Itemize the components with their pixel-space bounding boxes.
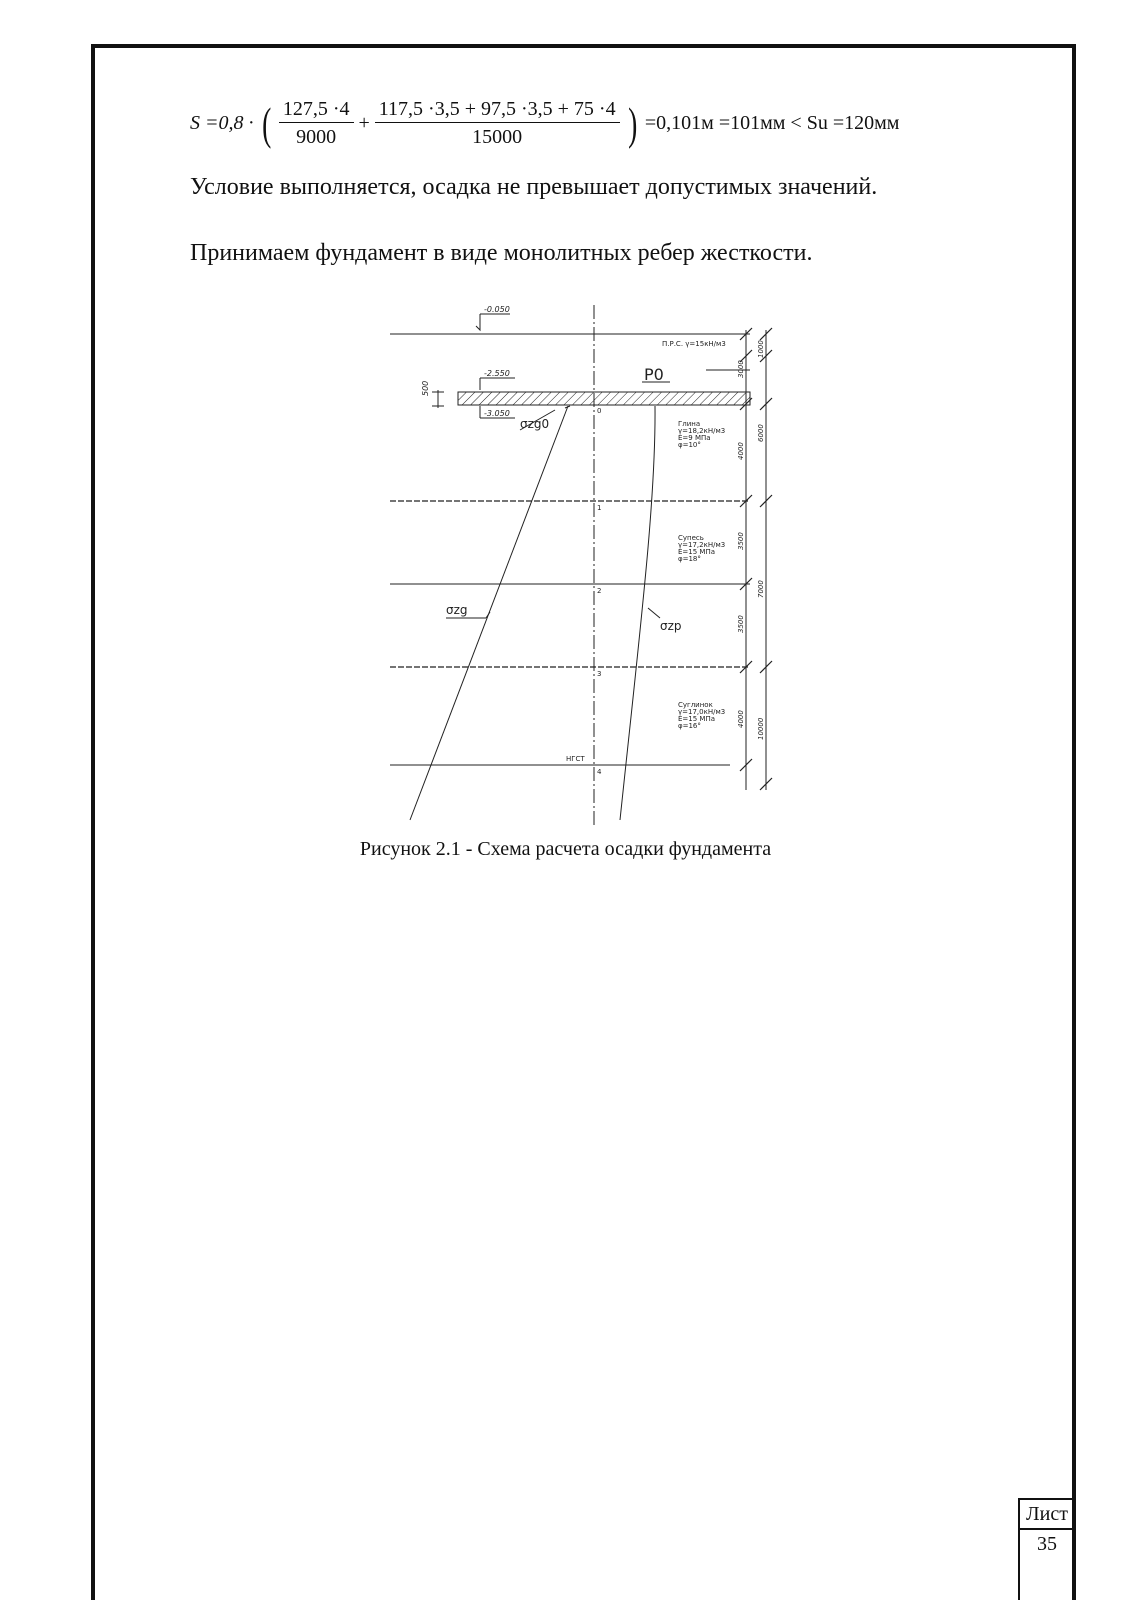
layer2-name: Супесь: [678, 534, 704, 542]
sigma-zp-label: σzp: [660, 619, 682, 633]
settlement-scheme-drawing: [380, 300, 780, 830]
frame-left-border: [91, 44, 95, 1600]
layer3-name: Суглинок: [678, 701, 713, 709]
fraction-2-denominator: 15000: [472, 126, 523, 148]
mark-found-top-label: -2.550: [484, 369, 510, 378]
frame-right-border: [1072, 44, 1076, 1600]
dim-outer-1: 1000: [757, 340, 765, 358]
sigma-zp-curve: [620, 406, 655, 820]
layer1-phi: φ=10°: [678, 441, 701, 449]
mark-found-bottom-label: -3.050: [484, 409, 510, 418]
condition-paragraph: Условие выполняется, осадка не превышает допустимых значений.: [190, 174, 878, 200]
dim-outer-3: 7000: [757, 580, 765, 598]
mark-top-arrow: [476, 314, 480, 330]
layer3-gamma: γ=17,0кН/м3: [678, 708, 726, 716]
point-2-label: 2: [597, 587, 602, 595]
fraction-2-numerator: 117,5 ·3,5 + 97,5 ·3,5 + 75 ·4: [375, 96, 620, 123]
layer1-e: E=9 МПа: [678, 434, 711, 442]
ngst-label: НГСТ: [566, 755, 585, 763]
point-4-label: 4: [597, 768, 602, 776]
frame-top-border: [91, 44, 1076, 48]
formula-close-paren: ): [627, 97, 637, 149]
foundation-slab: [458, 392, 750, 405]
dim-inner-3: 3500: [737, 532, 745, 550]
formula-fraction-2: [375, 96, 620, 151]
layer2-phi: φ=18°: [678, 555, 701, 563]
dim-inner-2: 4000: [737, 442, 745, 460]
dim-outer-4: 10000: [757, 717, 765, 740]
point-0-label: 0: [597, 407, 602, 415]
decision-paragraph: Принимаем фундамент в виде монолитных ребер жесткости.: [190, 240, 813, 266]
sheet-label: Лист: [1020, 1498, 1074, 1530]
formula-lhs: S =0,8 ·: [190, 112, 254, 134]
layer2-e: E=15 МПа: [678, 548, 716, 556]
formula-open-paren: (: [261, 97, 271, 149]
point-3-label: 3: [597, 670, 602, 678]
layer1-name: Глина: [678, 420, 701, 428]
settlement-formula: [190, 96, 899, 156]
formula-fraction-1: [279, 96, 354, 151]
formula-rhs: =0,101м =101мм < Su =120мм: [644, 112, 900, 134]
dim-inner-1: 3000: [737, 360, 745, 378]
point-1-label: 1: [597, 504, 602, 512]
layer3-e: E=15 МПа: [678, 715, 716, 723]
dim-inner-4: 3500: [737, 615, 745, 633]
sheet-number: 35: [1037, 1533, 1057, 1555]
dim-500-label: 500: [421, 380, 430, 396]
fraction-1-denominator: 9000: [296, 126, 337, 148]
layer3-phi: φ=16°: [678, 722, 701, 730]
sigma-zg0-label: σzg0: [520, 417, 550, 431]
dim-outer-2: 6000: [757, 424, 765, 442]
layer1-gamma: γ=18,2кН/м3: [678, 427, 726, 435]
dim-inner-5: 4000: [737, 710, 745, 728]
layer2-gamma: γ=17,2кН/м3: [678, 541, 726, 549]
sigma-zg-label: σzg: [446, 603, 468, 617]
figure-caption: Рисунок 2.1 - Схема расчета осадки фундамента: [359, 838, 772, 860]
fraction-1-numerator: 127,5 ·4: [279, 96, 354, 123]
mark-top-label: -0.050: [484, 305, 510, 314]
formula-plus: +: [358, 112, 370, 134]
sheet-stamp: [1018, 1498, 1074, 1600]
p0-label: P0: [644, 365, 664, 384]
prs-label: П.Р.С. γ=15кН/м3: [662, 340, 726, 348]
